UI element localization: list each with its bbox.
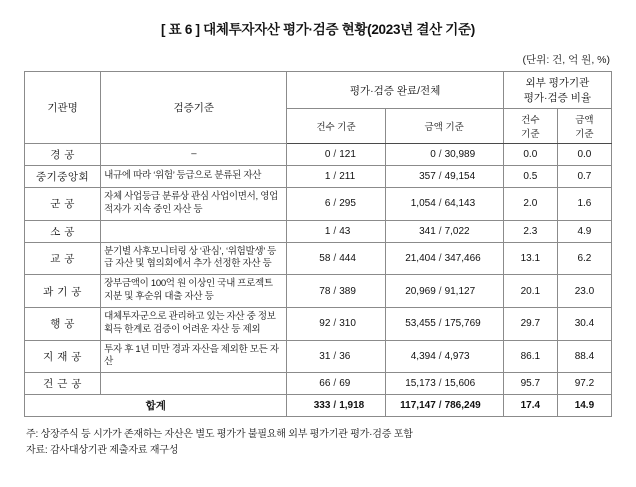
cell-count-done: 6 xyxy=(324,198,331,210)
table-header xyxy=(25,72,612,144)
cell-criteria xyxy=(101,220,287,242)
page-title: [ 표 6 ] 대체투자자산 평가·검증 현황(2023년 결산 기준) xyxy=(161,22,475,37)
header-group-completion: 평가·검증 완료/전체 xyxy=(287,72,503,109)
cell-count-done-total xyxy=(287,373,385,395)
cell-count-done-total xyxy=(287,144,385,166)
cell-count-done-total xyxy=(287,242,385,275)
total-count-done-total xyxy=(287,395,385,417)
slash-separator: / xyxy=(438,252,442,264)
cell-count-done: 66 xyxy=(319,378,331,390)
cell-count-done: 58 xyxy=(319,252,331,264)
cell-org: 행 공 xyxy=(25,307,101,340)
table-row xyxy=(25,340,612,373)
header-ext-amount-l2: 기준 xyxy=(575,129,594,140)
cell-amount-done-total xyxy=(385,166,503,188)
cell-org: 소 공 xyxy=(25,220,101,242)
cell-amount-total: 347,466 xyxy=(444,252,481,264)
cell-count-done: 78 xyxy=(319,285,331,297)
cell-count-total: 295 xyxy=(339,198,356,210)
cell-amount-total: 175,769 xyxy=(444,318,481,330)
cell-amount-done-total xyxy=(385,307,503,340)
slash-separator: / xyxy=(438,225,442,237)
header-count-basis: 건수 기준 xyxy=(287,109,385,144)
cell-ext-count-ratio: 86.1 xyxy=(503,340,557,373)
cell-ext-count-ratio: 95.7 xyxy=(503,373,557,395)
cell-count-total: 211 xyxy=(339,171,356,182)
cell-amount-total: 30,989 xyxy=(444,149,476,160)
header-ext-count-l2: 기준 xyxy=(521,129,540,140)
slash-separator: / xyxy=(333,285,337,297)
cell-amount-done: 1,054 xyxy=(410,198,436,210)
cell-count-done: 0 xyxy=(324,149,331,160)
footnote: 주: 상장주식 등 시가가 존재하는 자산은 별도 평가가 불필요해 외부 평가기관 평가·검증 포함 xyxy=(26,429,413,441)
slash-separator: / xyxy=(438,149,442,160)
table-row xyxy=(25,373,612,395)
header-group-external-line2: 평가·검증 비율 xyxy=(523,92,592,104)
cell-count-total: 310 xyxy=(339,318,356,330)
cell-criteria: 분기별 사후모니터링 상 ‘관심’, ‘위험발생’ 등급 자산 및 협의회에서 추가 선정한 자산 등 xyxy=(101,242,287,275)
table-body xyxy=(25,144,612,417)
cell-amount-total: 15,606 xyxy=(444,378,476,390)
cell-count-done-total xyxy=(287,275,385,308)
header-org: 기관명 xyxy=(25,72,101,144)
cell-count-done: 1 xyxy=(324,225,331,237)
table-row xyxy=(25,307,612,340)
cell-count-done-total xyxy=(287,166,385,188)
cell-amount-done-total xyxy=(385,275,503,308)
total-amount-done: 117,147 xyxy=(400,400,436,412)
cell-amount-total: 64,143 xyxy=(444,198,476,210)
header-ext-count-basis xyxy=(503,109,557,144)
cell-count-total: 444 xyxy=(339,252,356,264)
cell-count-done: 92 xyxy=(319,318,331,330)
cell-ext-amount-ratio: 6.2 xyxy=(557,242,611,275)
table-total-row xyxy=(25,395,612,417)
cell-criteria: 장부금액이 100억 원 이상인 국내 프로젝트 지분 및 후순위 대출 자산 등 xyxy=(101,275,287,308)
cell-amount-done-total xyxy=(385,144,503,166)
total-ext-amount-ratio: 14.9 xyxy=(557,395,611,417)
cell-ext-count-ratio: 2.3 xyxy=(503,220,557,242)
cell-amount-done: 20,969 xyxy=(405,285,436,297)
cell-org: 교 공 xyxy=(25,242,101,275)
slash-separator: / xyxy=(333,171,337,182)
footnote: 자료: 감사대상기관 제출자료 재구성 xyxy=(26,444,179,456)
cell-ext-amount-ratio: 4.9 xyxy=(557,220,611,242)
slash-separator: / xyxy=(333,198,337,210)
header-group-external-line1: 외부 평가기관 xyxy=(525,77,590,89)
cell-amount-done-total xyxy=(385,188,503,221)
cell-amount-total: 91,127 xyxy=(444,285,476,297)
cell-count-total: 43 xyxy=(339,225,351,237)
cell-criteria: 투자 후 1년 미만 경과 자산을 제외한 모든 자산 xyxy=(101,340,287,373)
cell-amount-done: 53,455 xyxy=(405,318,436,330)
table-row xyxy=(25,188,612,221)
cell-ext-amount-ratio: 1.6 xyxy=(557,188,611,221)
cell-criteria: 자체 사업등급 분류상 관심 사업이면서, 영업적자가 지속 중인 자산 등 xyxy=(101,188,287,221)
cell-amount-done: 357 xyxy=(419,171,436,182)
slash-separator: / xyxy=(438,378,442,390)
cell-criteria xyxy=(101,373,287,395)
header-ext-amount-l1: 금액 xyxy=(575,115,594,126)
cell-amount-done-total xyxy=(385,242,503,275)
cell-ext-amount-ratio: 0.0 xyxy=(557,144,611,166)
slash-separator: / xyxy=(333,318,337,330)
cell-count-done-total xyxy=(287,307,385,340)
cell-count-done: 31 xyxy=(319,350,331,362)
cell-ext-count-ratio: 0.0 xyxy=(503,144,557,166)
cell-count-total: 121 xyxy=(339,149,356,160)
cell-ext-amount-ratio: 23.0 xyxy=(557,275,611,308)
header-criteria: 검증기준 xyxy=(101,72,287,144)
total-ext-count-ratio: 17.4 xyxy=(503,395,557,417)
cell-org: 경 공 xyxy=(25,144,101,166)
header-ext-count-l1: 건수 xyxy=(521,115,540,126)
cell-ext-count-ratio: 29.7 xyxy=(503,307,557,340)
cell-org: 건 근 공 xyxy=(25,373,101,395)
cell-amount-done: 21,404 xyxy=(405,252,436,264)
cell-ext-count-ratio: 2.0 xyxy=(503,188,557,221)
slash-separator: / xyxy=(438,350,442,362)
table-row xyxy=(25,166,612,188)
unit-note: (단위: 건, 억 원, %) xyxy=(522,54,610,66)
cell-count-total: 36 xyxy=(339,350,351,362)
cell-ext-count-ratio: 20.1 xyxy=(503,275,557,308)
cell-count-total: 69 xyxy=(339,378,351,390)
slash-separator: / xyxy=(333,400,337,412)
total-label: 합계 xyxy=(25,395,287,417)
total-count-total: 1,918 xyxy=(339,400,365,412)
cell-amount-done-total xyxy=(385,373,503,395)
slash-separator: / xyxy=(333,252,337,264)
cell-amount-done: 0 xyxy=(430,149,436,160)
slash-separator: / xyxy=(333,225,337,237)
cell-amount-done-total xyxy=(385,220,503,242)
table-row xyxy=(25,275,612,308)
cell-count-total: 389 xyxy=(339,285,356,297)
cell-amount-total: 49,154 xyxy=(444,171,476,182)
table-row xyxy=(25,220,612,242)
cell-org: 군 공 xyxy=(25,188,101,221)
cell-ext-amount-ratio: 30.4 xyxy=(557,307,611,340)
cell-ext-amount-ratio: 0.7 xyxy=(557,166,611,188)
cell-criteria: 내규에 따라 ‘위험’ 등급으로 분류된 자산 xyxy=(101,166,287,188)
total-amount-done-total xyxy=(385,395,503,417)
cell-criteria: 대체투자군으로 관리하고 있는 자산 중 정보획득 한계로 검증이 어려운 자산 등 제외 xyxy=(101,307,287,340)
cell-amount-done: 15,173 xyxy=(405,378,436,390)
cell-org: 중기중앙회 xyxy=(25,166,101,188)
cell-count-done-total xyxy=(287,220,385,242)
cell-count-done: 1 xyxy=(324,171,331,182)
cell-org: 지 재 공 xyxy=(25,340,101,373)
slash-separator: / xyxy=(333,378,337,390)
footnotes xyxy=(24,417,612,458)
cell-criteria: – xyxy=(101,144,287,166)
cell-ext-count-ratio: 13.1 xyxy=(503,242,557,275)
slash-separator: / xyxy=(333,350,337,362)
cell-ext-count-ratio: 0.5 xyxy=(503,166,557,188)
total-count-done: 333 xyxy=(313,400,331,412)
header-group-external xyxy=(503,72,611,109)
table-row xyxy=(25,144,612,166)
cell-ext-amount-ratio: 97.2 xyxy=(557,373,611,395)
table-row xyxy=(25,242,612,275)
cell-ext-amount-ratio: 88.4 xyxy=(557,340,611,373)
cell-count-done-total xyxy=(287,340,385,373)
slash-separator: / xyxy=(438,171,442,182)
slash-separator: / xyxy=(438,285,442,297)
slash-separator: / xyxy=(438,400,442,412)
cell-count-done-total xyxy=(287,188,385,221)
cell-amount-done-total xyxy=(385,340,503,373)
header-amount-basis: 금액 기준 xyxy=(385,109,503,144)
investment-verification-table xyxy=(24,71,612,417)
cell-org: 과 기 공 xyxy=(25,275,101,308)
cell-amount-done: 4,394 xyxy=(410,350,436,362)
cell-amount-total: 7,022 xyxy=(444,225,470,237)
cell-amount-total: 4,973 xyxy=(444,350,470,362)
cell-amount-done: 341 xyxy=(419,225,436,237)
header-ext-amount-basis xyxy=(557,109,611,144)
slash-separator: / xyxy=(438,198,442,210)
slash-separator: / xyxy=(333,149,337,160)
slash-separator: / xyxy=(438,318,442,330)
total-amount-total: 786,249 xyxy=(444,400,481,412)
